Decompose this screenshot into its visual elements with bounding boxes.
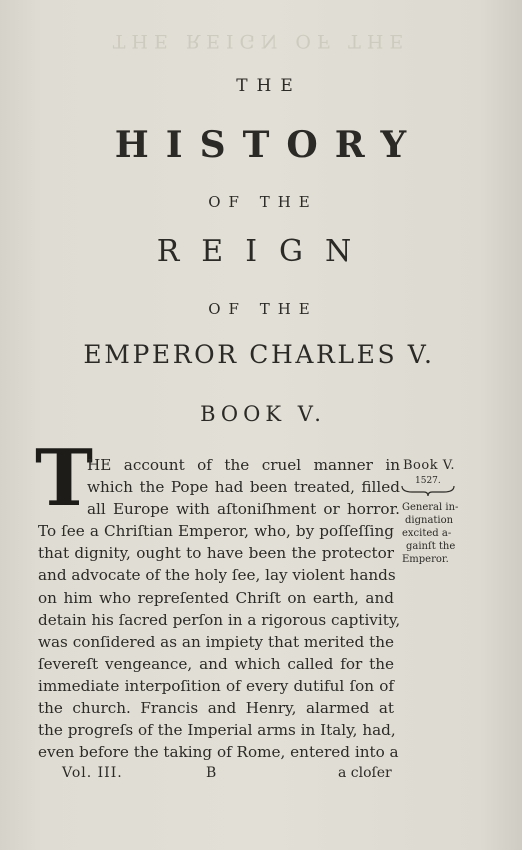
body-line: the progreſs of the Imperial arms in Italy, had, (38, 721, 396, 739)
body-line: on him who repreſented Chriſt on earth, and (38, 589, 394, 607)
body-line: which the Pope had been treated, filled (87, 478, 400, 496)
title-of-the-1: OF THE (208, 193, 318, 211)
title-of-the-2: OF THE (208, 300, 318, 318)
curly-brace-icon (400, 484, 456, 496)
volume-label: Vol. III. (62, 765, 123, 781)
body-line: To ſee a Chriſtian Emperor, who, by poſſeſſing (38, 522, 394, 540)
margin-year: 1527. (415, 476, 441, 486)
body-line: detain his ſacred perſon in a rigorous captivity, (38, 611, 401, 629)
bleed-through-text: THE REIGN OF THE (112, 30, 410, 52)
margin-note-line: General in- (402, 502, 459, 513)
title-emperor-charles: EMPEROR CHARLES V. (83, 340, 435, 369)
body-line: HE account of the cruel manner in (87, 456, 400, 474)
title-reign: REIGN (156, 234, 374, 269)
body-line: even before the taking of Rome, entered into a (38, 743, 399, 761)
body-line: the church. Francis and Henry, alarmed at (38, 699, 394, 717)
book-heading: BOOK V. (200, 402, 326, 426)
body-line: was conſidered as an impiety that merited the (38, 633, 394, 651)
body-line: all Europe with aſtoniſhment or horror. (87, 500, 400, 518)
body-line: immediate interpoſition of every dutiful ſon of (38, 677, 394, 695)
margin-note-line: dignation (405, 515, 454, 526)
body-line: and advocate of the holy ſee, lay violent hands (38, 566, 396, 584)
margin-note-line: excited a- (402, 528, 452, 539)
body-line: ſevereſt vengeance, and which called for the (38, 655, 394, 673)
catchword: a cloſer (338, 765, 392, 781)
margin-book-label: Book V. (403, 458, 455, 473)
title-history: HISTORY (114, 124, 424, 166)
drop-cap: T (35, 433, 94, 524)
margin-note-line: Emperor. (402, 554, 449, 565)
title-the: THE (236, 76, 302, 96)
body-line: that dignity, ought to have been the protector (38, 544, 394, 562)
signature-mark: B (206, 765, 217, 781)
margin-note-line: gainſt the (406, 541, 456, 552)
